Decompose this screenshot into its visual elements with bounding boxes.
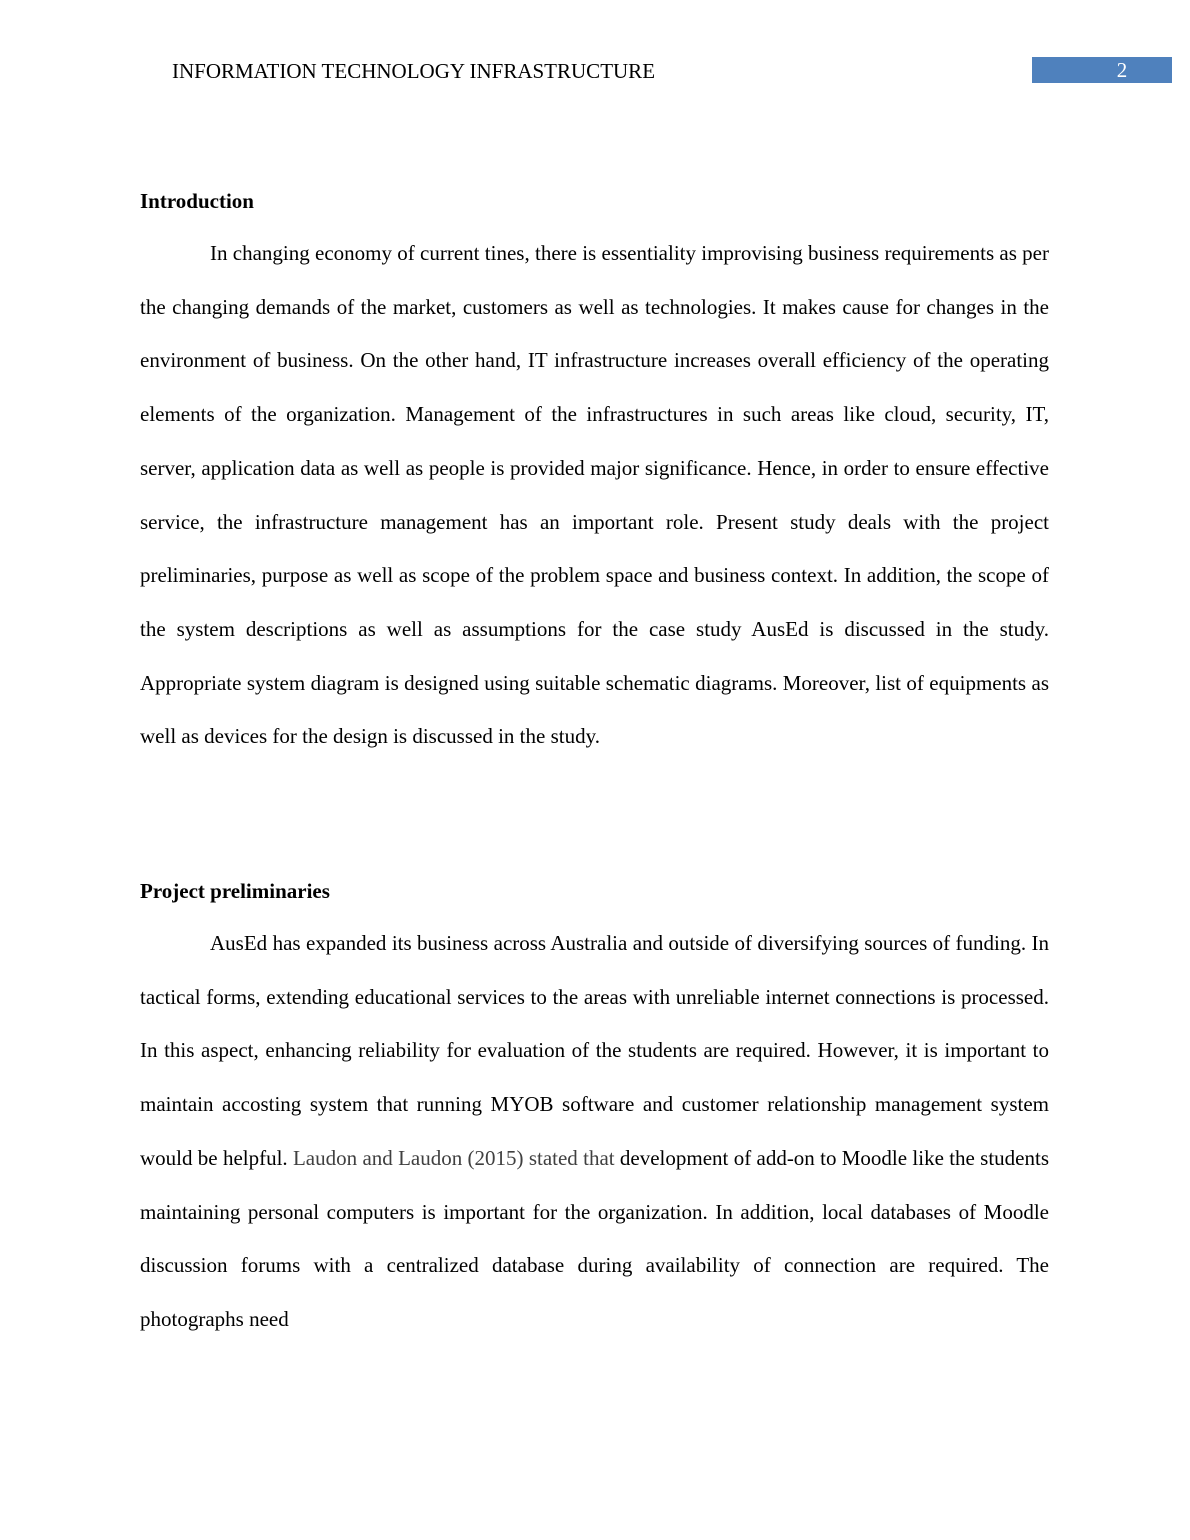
section-heading-introduction: Introduction: [140, 189, 254, 213]
citation-laudon: Laudon and Laudon (2015) stated that: [292, 1145, 615, 1170]
page-number: 2: [1116, 58, 1128, 82]
section-heading-project-preliminaries: Project preliminaries: [140, 879, 330, 903]
project-preliminaries-text-start: AusEd has expanded its business across Australia and outside of diversifying sources of funding. In tactical forms, extending educational services to the areas with unreliable internet connections is processed. In this aspect, enhancing reliability for evaluation of the students are required. However, it is important to maintain accosting system that running MYOB software and customer relationship management system would be helpful.: [140, 931, 1049, 1170]
introduction-text: In changing economy of current tines, there is essentiality improvising business requirements as per the changing demands of the market, customers as well as technologies. It makes cause for changes in the environment of business. On the other hand, IT infrastructure increases overall efficiency of the operating elements of the organization. Management of the infrastructures in such areas like cloud, security, IT, server, application data as well as people is provided major significance. Hence, in order to ensure effective service, the infrastructure management has an important role. Present study deals with the project preliminaries, purpose as well as scope of the problem space and business context. In addition, the scope of the system descriptions as well as assumptions for the case study AusEd is discussed in the study. Appropriate system diagram is designed using suitable schematic diagrams. Moreover, list of equipments as well as devices for the design is discussed in the study.: [140, 241, 1049, 749]
page-number-badge: [1032, 57, 1172, 83]
project-preliminaries-paragraph: [140, 917, 1049, 1347]
project-preliminaries-text-end: development of add-on to Moodle like the students maintaining personal computers is important for the organization. In addition, local databases of Moodle discussion forums with a centralized database during availability of connection are required. The photographs need: [140, 1145, 1049, 1331]
introduction-paragraph: [140, 227, 1049, 764]
running-head-title: INFORMATION TECHNOLOGY INFRASTRUCTURE: [172, 59, 656, 83]
